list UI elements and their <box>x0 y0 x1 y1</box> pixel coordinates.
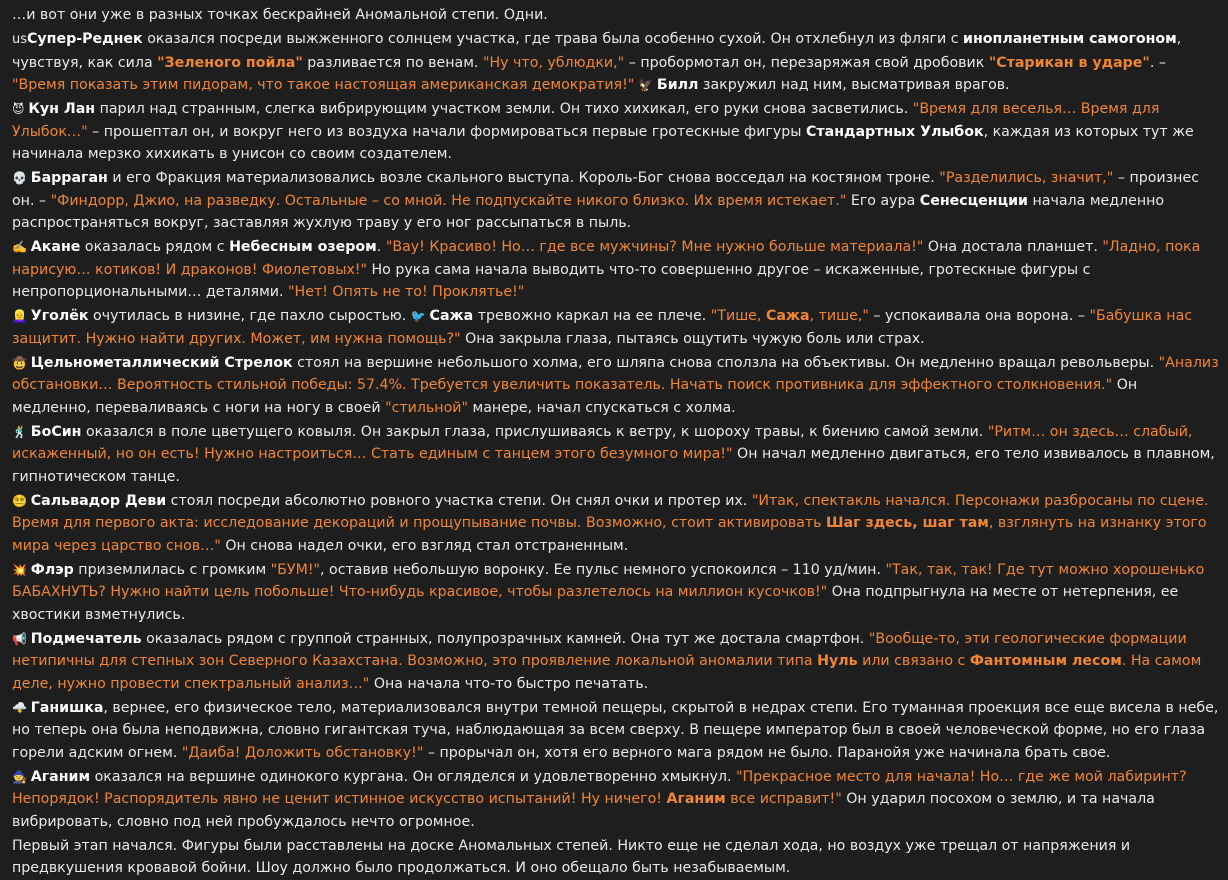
text-run: тревожно каркал на ее плече. <box>473 308 711 324</box>
story-paragraph <box>12 559 1220 627</box>
character-name: Цельнометаллический Стрелок <box>30 354 293 371</box>
quote-text: "Бабушка нас защитит. Нужно найти других. Может, им нужна помощь?" <box>12 308 1193 347</box>
text-run: оказался на вершине одинокого кургана. Он огляделся и удовлетворенно хмыкнул. <box>90 768 736 785</box>
character-name: Стандартных Улыбок <box>805 123 984 140</box>
character-name: Ганишка <box>30 699 104 716</box>
text-run: Она подпрыгнула на месте от нетерпения, ее хвостики взметнулись. <box>12 584 1179 623</box>
text-run: закружил над ним, высматривая врагов. <box>698 77 1010 93</box>
story-paragraph <box>12 236 1220 304</box>
text-run: Его аура <box>846 192 920 209</box>
quote-text: Нуль <box>817 653 858 669</box>
explosion-icon: 💥 <box>12 562 31 577</box>
quote-text: "Ладно, пока нарисую… котиков! И драконов! Фиолетовых!" <box>12 239 1201 278</box>
dizzy-face-icon: 😵‍💫 <box>12 493 31 508</box>
story-paragraph <box>12 28 1220 97</box>
text-run: парил над странным, слегка вибрирующим участком земли. Он тихо хихикал, его руки снова засветились. <box>95 101 913 117</box>
quote-text: , тише," <box>809 308 869 324</box>
quote-text: "Вообще-то, эти геологические формации нетипичны для степных зон Северного Казахстана. Возможно, это проявление локальной аномалии типа <box>12 630 1187 669</box>
quote-text: "Время для веселья… Время для Улыбок…" <box>12 101 1160 140</box>
quote-text: "Старикан в ударе" <box>988 54 1150 71</box>
text-run: очутилась в низине, где пахло сыростью. <box>88 308 411 324</box>
cowboy-icon: 🤠 <box>12 355 31 370</box>
quote-text: "БУМ!" <box>270 561 321 578</box>
quote-text: "Разделились, значит," <box>939 170 1114 186</box>
character-name: Супер-Реднек <box>27 31 143 47</box>
story-paragraph <box>12 167 1220 235</box>
text-run: Он медленно, переваливаясь с ноги на ногу в своей <box>12 377 1138 416</box>
quote-text: "Прекрасное место для начала! Но… где же мой лабиринт? Непорядок! Распорядитель явно не ценит истинное искусство испытаний! Ну ничего! <box>12 768 1187 807</box>
megaphone-icon: 📢 <box>12 631 31 646</box>
quote-text: Сажа <box>765 308 810 324</box>
text-run: , чувствуя, как сила <box>12 31 1182 71</box>
text-run: Она достала планшет. <box>923 239 1103 255</box>
quote-text: "Анализ обстановки… Вероятность стильной победы: 57.4%. Требуется увеличить показатель. Начать поиск противника для эффектного столкновения." <box>12 354 1219 393</box>
quote-text: "Вау! Красиво! Но… где все мужчины? Мне нужно больше материала!" <box>385 239 924 255</box>
character-name: Акане <box>30 239 81 255</box>
character-name: Небесным озером <box>229 239 377 255</box>
text-run: и его Фракция материализовались возле скального выступа. Король-Бог снова восседал на костяном троне. <box>107 170 940 186</box>
quote-text: "Зеленого пойла" <box>157 54 303 71</box>
text-run: , вернее, его физическое тело, материализовался внутри темной пещеры, скрытой в недрах степи. Его туманная проекция все еще висела в небе, но теперь она была неподвижна, словно гигантская туча, наблюдающая за всем сверху. В пещере император был в своей человеческой форме, но его глаза горели адским огнем. <box>12 699 1219 761</box>
text-run: приземлилась с громким <box>73 561 271 578</box>
person-icon: 🐦 <box>410 309 430 323</box>
quote-text: "Ну что, ублюдки," <box>482 54 625 71</box>
text-run: Она закрыла глаза, пытаясь ощутить чужую боль или страх. <box>460 330 925 347</box>
story-paragraph <box>12 305 1220 350</box>
quote-text: "Финдорр, Джио, на разведку. Остальные – со мной. Не подпускайте никого близко. Их время истекает." <box>50 192 847 209</box>
character-name: Сажа <box>429 308 474 324</box>
text-run: стоял посреди абсолютно ровного участка степи. Он снял очки и протер их. <box>166 492 752 509</box>
text-run: стоял на вершине небольшого холма, его шляпа снова сползла на объективы. Он медленно вращал револьверы. <box>292 354 1159 371</box>
quote-text: "Итак, спектакль начался. Персонажи разбросаны по сцене. Время для первого акта: исследование декораций и прощупывание почвы. Возможно, стоит активировать <box>12 492 1209 531</box>
character-name: БоСин <box>30 423 82 440</box>
person-icon: 👱‍♀️ <box>12 309 31 323</box>
devil-icon: 😈 <box>12 102 29 116</box>
text-run: …и вот они уже в разных точках бескрайней Аномальной степи. Одни. <box>12 7 548 23</box>
quote-text: все исправит!" <box>725 791 842 807</box>
quote-text: Аганим <box>666 791 726 807</box>
text-run: оказался посреди выжженного солнцем участка, где трава была особенно сухой. Он отхлебнул из фляги с <box>142 31 964 47</box>
text-run: Она начала что-то быстро печатать. <box>369 675 649 692</box>
us-flag-icon: 🦅 <box>634 78 657 92</box>
quote-text: "Нет! Опять не то! Проклятье!" <box>288 284 525 300</box>
story-paragraph <box>12 4 1220 27</box>
dancer-icon: 🕺 <box>12 424 31 439</box>
quote-text: или связано с <box>857 653 970 669</box>
quote-text: . На самом деле, нужно провести спектральный анализ…" <box>12 653 1202 692</box>
quote-text: "Так, так, так! Где тут можно хорошенько БАБАХНУТЬ? Нужно найти цель побольше! Что-нибудь красивое, чтобы разлетелось на миллион кусочков!" <box>12 561 1205 600</box>
quote-text: "Тише, <box>710 308 766 324</box>
character-name: Кун Лан <box>28 101 96 117</box>
quote-text: "Ритм… он здесь… слабый, искаженный, но он есть! Нужно настроиться… Стать единым с танцем этого безумного мира!" <box>12 423 1193 462</box>
story-paragraph <box>12 697 1220 765</box>
story-paragraph <box>12 628 1220 696</box>
character-name: Уголёк <box>30 308 89 324</box>
skull-icon: 💀 <box>12 171 31 185</box>
text-run: Первый этап начался. Фигуры были расставлены на доске Аномальных степей. Никто еще не сделал хода, но воздух уже трещал от напряжения и предвкушения кровавой бойни. Шоу должно было продолжаться. И оно обещало быть незабываемым. <box>12 837 1131 876</box>
quote-text: "стильной" <box>385 399 469 416</box>
text-run: оказался в поле цветущего ковыля. Он закрыл глаза, прислушиваясь к ветру, к шороху травы, к биению самой земли. <box>81 423 988 440</box>
text-run: Он снова надел очки, его взгляд стал отстраненным. <box>220 537 629 554</box>
quote-text: , взглянуть на изнанку этого мира через царство снов…" <box>12 515 1207 554</box>
story-paragraph <box>12 352 1220 420</box>
text-run: – прорычал он, хотя его верного мага рядом не было. Паранойя уже начинала брать свое. <box>423 744 1111 761</box>
text-run: – прошептал он, и вокруг него из воздуха начали формироваться первые гротескные фигуры <box>87 123 806 140</box>
character-name: Барраган <box>30 170 108 186</box>
character-name: Подмечатель <box>30 630 142 647</box>
text-run: , оставив небольшую воронку. Ее пульс немного успокоился – 110 уд/мин. <box>320 561 886 578</box>
text-run: – пробормотал он, перезаряжая свой дробовик <box>624 54 989 71</box>
character-name: Сальвадор Деви <box>30 492 167 509</box>
text-run: . – <box>1149 54 1166 71</box>
story-paragraph <box>12 490 1220 558</box>
story-paragraph <box>12 766 1220 834</box>
text-run: Он начал медленно двигаться, его тело извивалось в плавном, гипнотическом танце. <box>12 446 1215 485</box>
writing-hand-icon: ✍️ <box>12 240 31 254</box>
story-paragraph <box>12 98 1220 166</box>
storm-cloud-icon: 🌩️ <box>12 700 31 715</box>
character-name: инопланетным самогоном <box>963 31 1177 47</box>
text-run: . <box>376 239 386 255</box>
mage-icon: 🧙 <box>12 769 31 784</box>
text-run: манере, начал спускаться с холма. <box>468 399 736 416</box>
flag-tag: us <box>12 32 28 47</box>
text-run: разливается по венам. <box>302 54 483 71</box>
story-paragraph <box>12 835 1220 880</box>
text-run: – произнес он. – <box>12 170 1199 209</box>
character-name: Аганим <box>30 768 91 785</box>
text-run: , каждая из которых тут же начинала мерзко хихикать в унисон со своим создателем. <box>12 123 1194 162</box>
text-run: начала медленно распространяться вокруг, заставляя жухлую траву у его ног рассыпаться в пыль. <box>12 192 1165 231</box>
text-run: Он ударил посохом о землю, и та начала вибрировать, словно под ней пробуждалось нечто огромное. <box>12 791 1155 830</box>
character-name: Флэр <box>30 561 74 578</box>
story-paragraph <box>12 421 1220 489</box>
text-run: оказалась рядом с <box>80 239 230 255</box>
text-run: – успокаивала она ворона. – <box>868 308 1090 324</box>
quote-text: Шаг здесь, шаг там <box>826 515 989 531</box>
quote-text: Фантомным лесом <box>969 653 1122 669</box>
quote-text: "Время показать этим пидорам, что такое настоящая американская демократия!" <box>12 77 635 93</box>
character-name: Сенесценции <box>919 192 1028 209</box>
text-run: Но рука сама начала выводить что-то совершенно другое – искаженные, гротескные фигуры с непропорциональными… деталями. <box>12 261 1091 300</box>
text-run: оказалась рядом с группой странных, полупрозрачных камней. Она тут же достала смартфон. <box>141 630 869 647</box>
character-name: Билл <box>656 77 699 93</box>
quote-text: "Даиба! Доложить обстановку!" <box>181 744 424 761</box>
